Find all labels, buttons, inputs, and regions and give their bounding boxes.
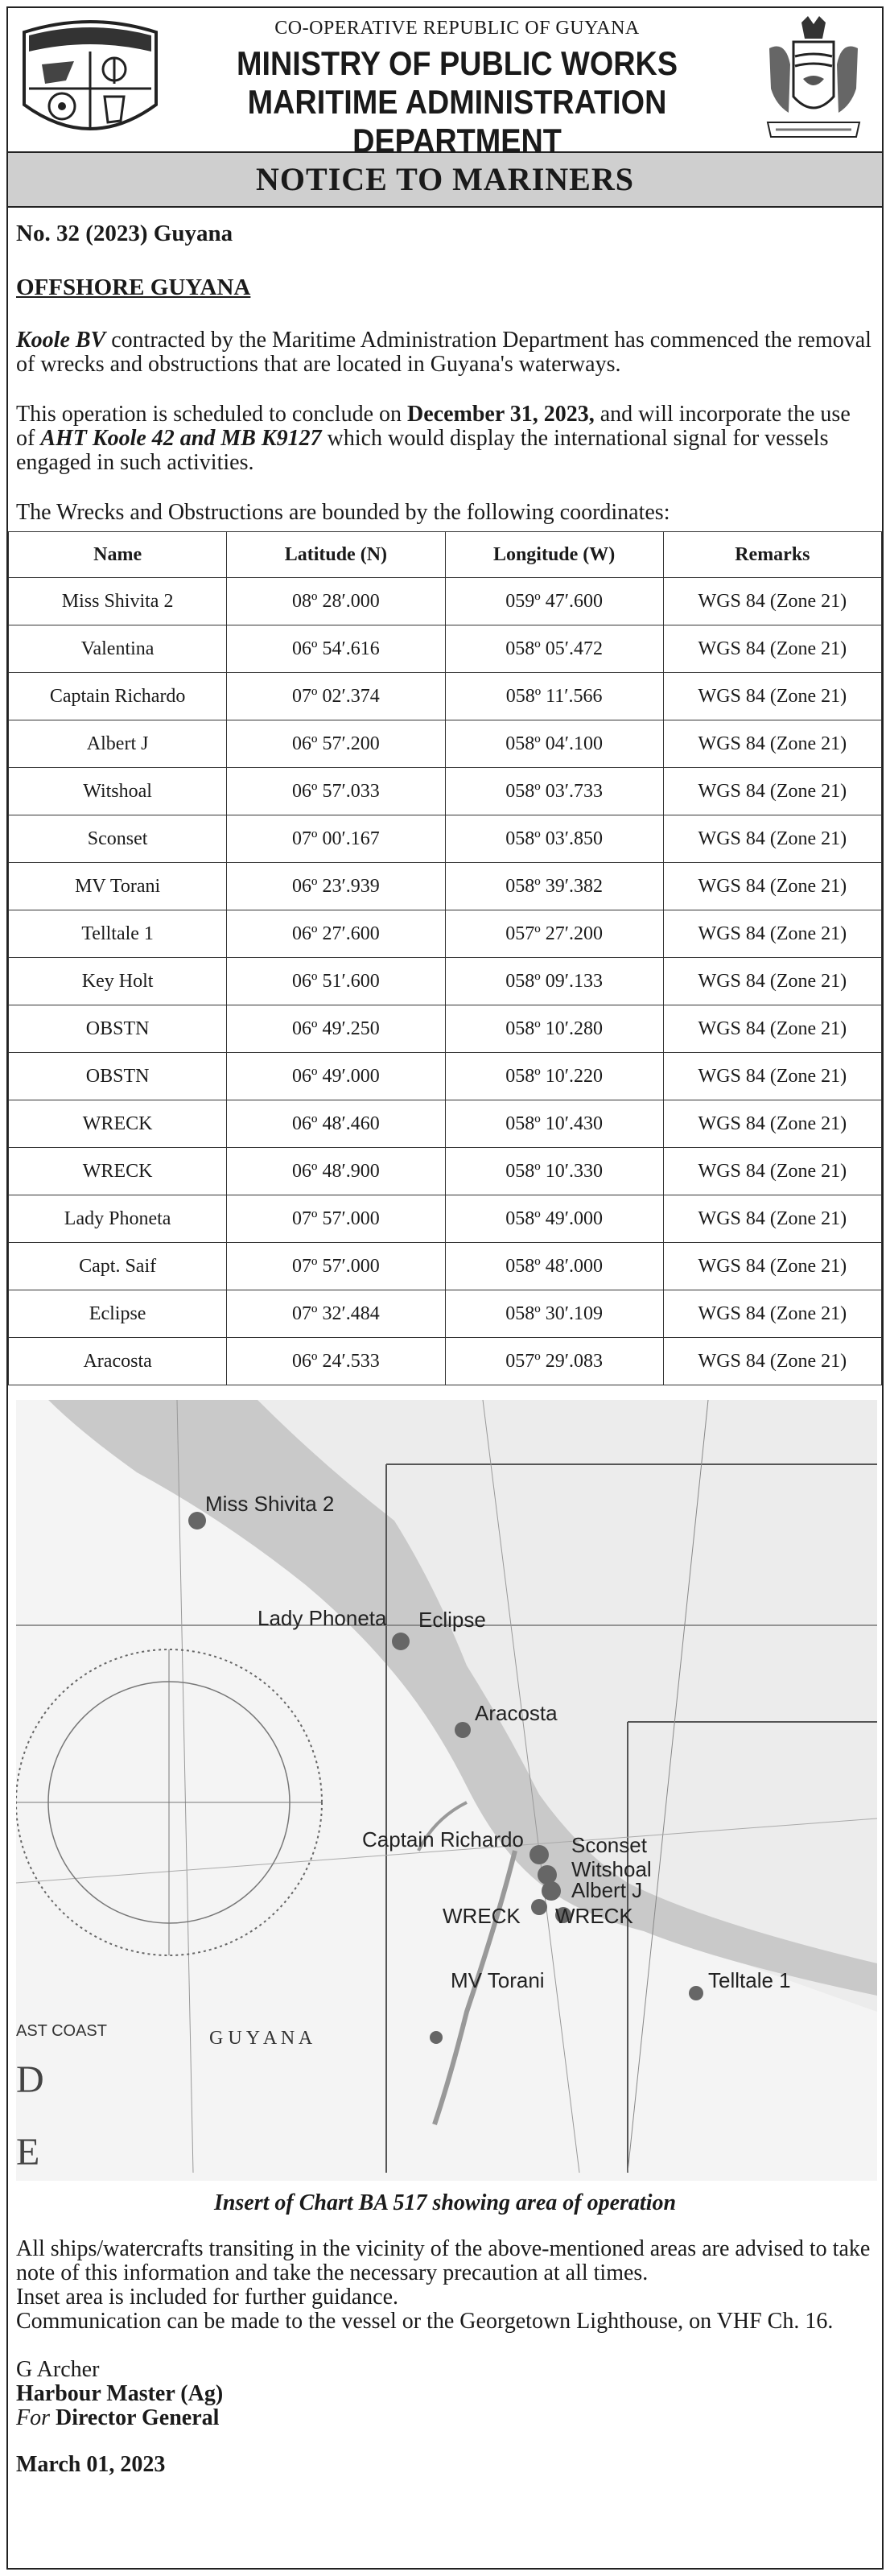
map-label-miss-shivita: Miss Shivita 2 xyxy=(205,1492,335,1516)
cell-remarks: WGS 84 (Zone 21) xyxy=(663,1148,881,1195)
table-row xyxy=(9,1053,882,1100)
schedule-text-pre: This operation is scheduled to conclude on xyxy=(16,402,407,427)
cell-remarks: WGS 84 (Zone 21) xyxy=(663,910,881,958)
cell-longitude: 059º 47′.600 xyxy=(445,578,663,625)
republic-name: CO-OPERATIVE REPUBLIC OF GUYANA xyxy=(274,18,640,39)
cell-latitude: 06º 54′.616 xyxy=(227,625,445,673)
table-row xyxy=(9,863,882,910)
table-row xyxy=(9,578,882,625)
table-row xyxy=(9,1290,882,1338)
map-label-wreck-2: WRECK xyxy=(555,1904,633,1928)
cell-latitude: 07º 32′.484 xyxy=(227,1290,445,1338)
map-label-albert-j: Albert J xyxy=(571,1878,643,1902)
table-row xyxy=(9,1243,882,1290)
cell-latitude: 07º 57′.000 xyxy=(227,1243,445,1290)
signatory-for-line xyxy=(16,2406,874,2430)
cell-remarks: WGS 84 (Zone 21) xyxy=(663,1290,881,1338)
cell-remarks: WGS 84 (Zone 21) xyxy=(663,1100,881,1148)
schedule-text-post: which would display the international signal for vessels engaged in such activities. xyxy=(16,426,829,475)
chart-inset-map xyxy=(16,1400,877,2181)
cell-name: Captain Richardo xyxy=(9,673,227,720)
column-header-latitude: Latitude (N) xyxy=(227,532,445,578)
coordinates-table xyxy=(8,531,882,1385)
table-row xyxy=(9,910,882,958)
closing-inset-note: Inset area is included for further guidance. xyxy=(16,2285,399,2310)
cell-longitude: 058º 10′.330 xyxy=(445,1148,663,1195)
coordinates-intro: The Wrecks and Obstructions are bounded by the following coordinates: xyxy=(16,500,670,525)
map-label-eclipse: Eclipse xyxy=(418,1608,486,1632)
cell-name: Key Holt xyxy=(9,958,227,1005)
header-text xyxy=(161,16,753,160)
table-row xyxy=(9,1005,882,1053)
table-row xyxy=(9,1100,882,1148)
cell-latitude: 06º 23′.939 xyxy=(227,863,445,910)
table-row xyxy=(9,625,882,673)
closing-advice: All ships/watercrafts transiting in the vicinity of the above-mentioned areas are advised to take note of this information and take the necessary precaution at all times. xyxy=(16,2236,871,2285)
table-row xyxy=(9,1148,882,1195)
cell-name: Albert J xyxy=(9,720,227,768)
column-header-remarks: Remarks xyxy=(663,532,881,578)
for-word: For xyxy=(16,2405,50,2430)
cell-longitude: 058º 09′.133 xyxy=(445,958,663,1005)
map-label-aracosta: Aracosta xyxy=(475,1701,558,1725)
cell-remarks: WGS 84 (Zone 21) xyxy=(663,768,881,815)
cell-remarks: WGS 84 (Zone 21) xyxy=(663,1053,881,1100)
map-caption: Insert of Chart BA 517 showing area of operation xyxy=(213,2190,677,2215)
cell-name: Miss Shivita 2 xyxy=(9,578,227,625)
cell-latitude: 06º 49′.000 xyxy=(227,1053,445,1100)
cell-name: Sconset xyxy=(9,815,227,863)
cell-longitude: 058º 48′.000 xyxy=(445,1243,663,1290)
department-name: MARITIME ADMINISTRATION DEPARTMENT xyxy=(247,83,667,159)
map-label-letter-e: E xyxy=(16,2131,40,2174)
map-label-sconset: Sconset xyxy=(571,1833,647,1857)
cell-name: Aracosta xyxy=(9,1338,227,1385)
schedule-text-mid: and will incorporate the use of xyxy=(16,402,851,451)
cell-remarks: WGS 84 (Zone 21) xyxy=(663,863,881,910)
cell-latitude: 07º 57′.000 xyxy=(227,1195,445,1243)
cell-name: MV Torani xyxy=(9,863,227,910)
table-row xyxy=(9,673,882,720)
cell-remarks: WGS 84 (Zone 21) xyxy=(663,1195,881,1243)
ministry-name: MINISTRY OF PUBLIC WORKS xyxy=(236,44,678,82)
coat-of-arms-icon xyxy=(761,16,866,145)
map-label-letter-d: D xyxy=(16,2058,44,2101)
cell-latitude: 07º 00′.167 xyxy=(227,815,445,863)
company-name: Koole BV xyxy=(16,328,106,353)
cell-remarks: WGS 84 (Zone 21) xyxy=(663,625,881,673)
cell-latitude: 06º 51′.600 xyxy=(227,958,445,1005)
map-label-captain-richardo: Captain Richardo xyxy=(362,1827,524,1852)
vessel-names: AHT Koole 42 and MB K9127 xyxy=(40,426,322,451)
signatory-name: G Archer xyxy=(16,2357,100,2382)
cell-latitude: 06º 49′.250 xyxy=(227,1005,445,1053)
cell-name: Valentina xyxy=(9,625,227,673)
cell-name: Witshoal xyxy=(9,768,227,815)
map-label-wreck-1: WRECK xyxy=(443,1904,521,1928)
table-row xyxy=(9,1338,882,1385)
signatory-title: Harbour Master (Ag) xyxy=(16,2381,224,2406)
map-label-country: G U Y A N A xyxy=(209,2028,313,2049)
location-heading: OFFSHORE GUYANA xyxy=(16,275,251,300)
cell-name: WRECK xyxy=(9,1148,227,1195)
cell-latitude: 06º 48′.900 xyxy=(227,1148,445,1195)
column-header-longitude: Longitude (W) xyxy=(445,532,663,578)
cell-longitude: 057º 27′.200 xyxy=(445,910,663,958)
table-row xyxy=(9,1195,882,1243)
cell-longitude: 058º 49′.000 xyxy=(445,1195,663,1243)
paragraph-operation-text: contracted by the Maritime Administration Department has commenced the removal of wrecks and obstructions that are located in Guyana's waterways. xyxy=(16,328,871,377)
table-row xyxy=(9,768,882,815)
notice-frame xyxy=(6,6,884,2570)
table-row xyxy=(9,958,882,1005)
cell-latitude: 06º 57′.200 xyxy=(227,720,445,768)
closing-communication: Communication can be made to the vessel or the Georgetown Lighthouse, on VHF Ch. 16. xyxy=(16,2309,834,2334)
cell-name: Telltale 1 xyxy=(9,910,227,958)
cell-remarks: WGS 84 (Zone 21) xyxy=(663,1338,881,1385)
cell-latitude: 07º 02′.374 xyxy=(227,673,445,720)
map-label-coast: AST COAST xyxy=(16,2022,107,2040)
cell-remarks: WGS 84 (Zone 21) xyxy=(663,815,881,863)
cell-latitude: 06º 24′.533 xyxy=(227,1338,445,1385)
cell-longitude: 057º 29′.083 xyxy=(445,1338,663,1385)
cell-longitude: 058º 04′.100 xyxy=(445,720,663,768)
table-body xyxy=(9,578,882,1385)
notice-body xyxy=(8,221,882,2477)
cell-longitude: 058º 03′.733 xyxy=(445,768,663,815)
for-role: Director General xyxy=(50,2405,220,2430)
cell-longitude: 058º 39′.382 xyxy=(445,863,663,910)
cell-name: Capt. Saif xyxy=(9,1243,227,1290)
cell-longitude: 058º 10′.430 xyxy=(445,1100,663,1148)
end-date: December 31, 2023, xyxy=(407,402,595,427)
cell-name: WRECK xyxy=(9,1100,227,1148)
table-header-row xyxy=(9,532,882,578)
table-row xyxy=(9,720,882,768)
cell-latitude: 06º 48′.460 xyxy=(227,1100,445,1148)
map-label-mv-torani: MV Torani xyxy=(451,1968,545,1992)
cell-longitude: 058º 10′.220 xyxy=(445,1053,663,1100)
cell-latitude: 06º 57′.033 xyxy=(227,768,445,815)
cell-remarks: WGS 84 (Zone 21) xyxy=(663,720,881,768)
cell-latitude: 06º 27′.600 xyxy=(227,910,445,958)
cell-latitude: 08º 28′.000 xyxy=(227,578,445,625)
map-label-lady-phoneta: Lady Phoneta xyxy=(258,1606,387,1630)
notice-date: March 01, 2023 xyxy=(16,2452,166,2477)
cell-remarks: WGS 84 (Zone 21) xyxy=(663,578,881,625)
notice-title: NOTICE TO MARINERS xyxy=(8,153,882,208)
table-row xyxy=(9,815,882,863)
cell-name: Eclipse xyxy=(9,1290,227,1338)
notice-number: No. 32 (2023) Guyana xyxy=(16,221,233,246)
cell-name: OBSTN xyxy=(9,1005,227,1053)
cell-remarks: WGS 84 (Zone 21) xyxy=(663,958,881,1005)
cell-longitude: 058º 05′.472 xyxy=(445,625,663,673)
column-header-name: Name xyxy=(9,532,227,578)
chart-ba-517 xyxy=(16,1400,877,2181)
cell-remarks: WGS 84 (Zone 21) xyxy=(663,1005,881,1053)
cell-name: Lady Phoneta xyxy=(9,1195,227,1243)
header xyxy=(8,8,882,159)
cell-longitude: 058º 03′.850 xyxy=(445,815,663,863)
cell-remarks: WGS 84 (Zone 21) xyxy=(663,673,881,720)
maritime-administration-logo xyxy=(18,16,163,145)
map-label-telltale: Telltale 1 xyxy=(708,1968,791,1992)
cell-longitude: 058º 30′.109 xyxy=(445,1290,663,1338)
paragraph-operation xyxy=(16,328,874,377)
cell-longitude: 058º 10′.280 xyxy=(445,1005,663,1053)
map-label-witshoal: Witshoal xyxy=(571,1857,652,1881)
cell-longitude: 058º 11′.566 xyxy=(445,673,663,720)
paragraph-schedule xyxy=(16,402,874,475)
cell-remarks: WGS 84 (Zone 21) xyxy=(663,1243,881,1290)
cell-name: OBSTN xyxy=(9,1053,227,1100)
